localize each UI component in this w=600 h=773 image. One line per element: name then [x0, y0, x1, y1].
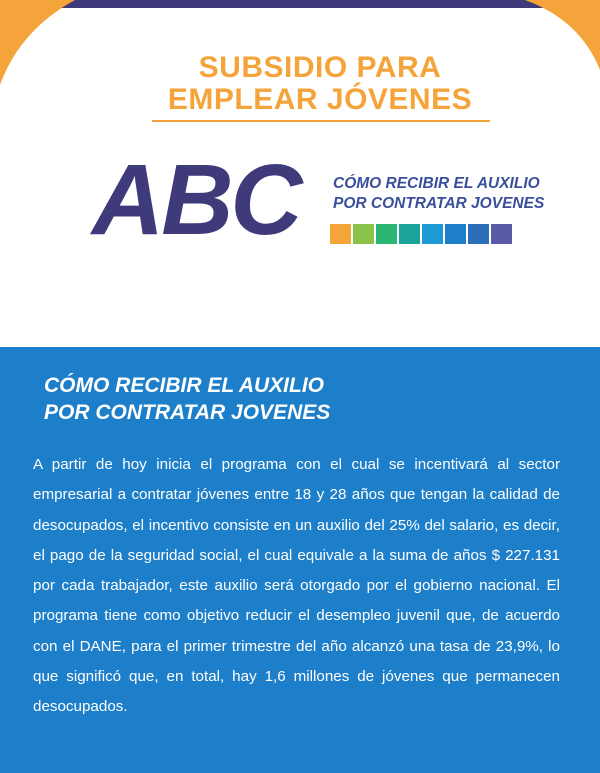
section-title-line-1: CÓMO RECIBIR EL AUXILIO: [44, 374, 325, 397]
color-swatch: [376, 224, 397, 244]
section-body-text: A partir de hoy inicia el programa con el cual se incentivará al sector empresarial a contratar jóvenes entre 18 y 28 años que tengan la calidad de desocupados, el incentivo consiste en un auxilio del 25% del salario, es decir, el pago de la seguridad social, el cual equivale a la suma de años $ 227.131 por cada trabajador, este auxilio será otorgado por el gobierno nacional. El programa tiene como objetivo reducir el desempleo juvenil que, de acuerdo con el DANE, para el primer trimestre del año alcanzó una tasa de 23,9%, lo que significó que, en total, hay 1,6 millones de jóvenes que permanecen desocupados.: [33, 456, 560, 716]
abc-tagline-line-1: CÓMO RECIBIR EL AUXILIO: [333, 175, 540, 192]
section-title: [44, 372, 564, 426]
page-title-line-1: SUBSIDIO PARA: [198, 51, 442, 84]
color-swatch: [399, 224, 420, 244]
color-swatch: [353, 224, 374, 244]
color-swatch: [445, 224, 466, 244]
section-title-line-2: POR CONTRATAR JOVENES: [44, 401, 331, 424]
color-swatch: [468, 224, 489, 244]
color-swatch: [330, 224, 351, 244]
abc-tagline: [333, 174, 593, 214]
abc-logo: ABC: [92, 144, 300, 256]
page-title-line-2: EMPLEAR JÓVENES: [167, 83, 473, 116]
color-swatch: [422, 224, 443, 244]
abc-tagline-line-2: POR CONTRATAR JOVENES: [333, 195, 545, 212]
color-swatch: [491, 224, 512, 244]
color-swatch-strip: [330, 224, 512, 244]
page-title: [0, 52, 600, 116]
title-divider: [152, 120, 490, 122]
